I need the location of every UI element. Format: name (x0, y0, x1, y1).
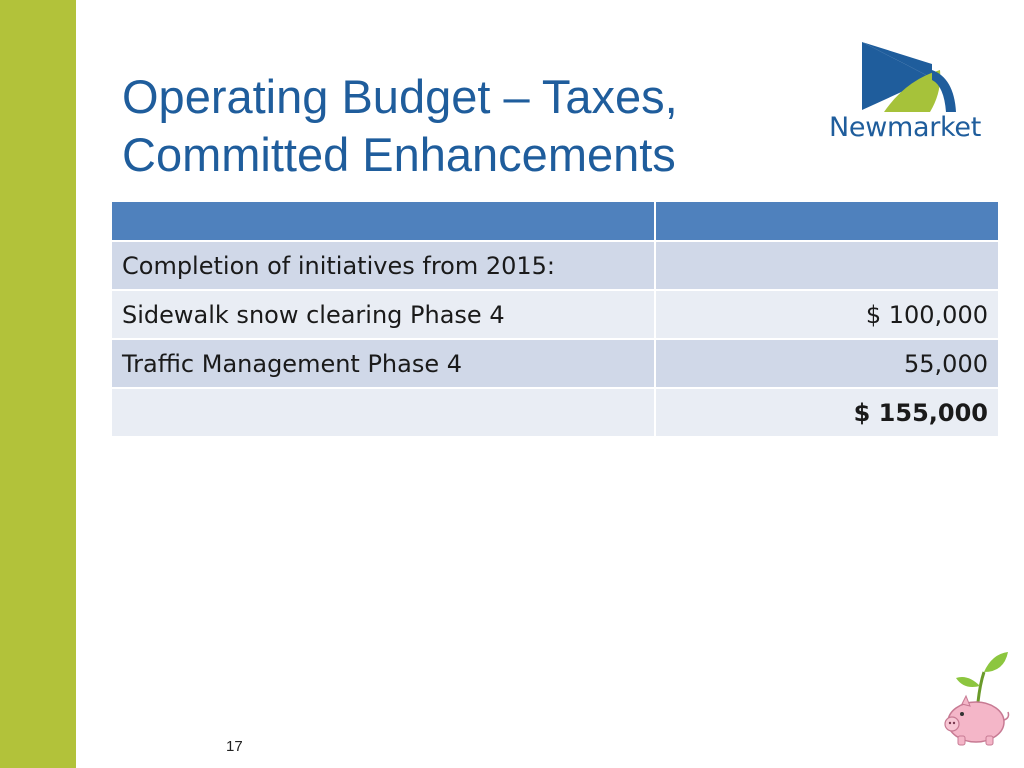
table-row (111, 241, 999, 290)
slide-title (122, 68, 802, 184)
table-header-cell (655, 201, 999, 241)
table-header-cell (111, 201, 655, 241)
table-row (111, 290, 999, 339)
row-label: Traffic Management Phase 4 (111, 339, 655, 388)
row-amount: 55,000 (655, 339, 999, 388)
page-number: 17 (226, 738, 243, 755)
table-row-total (111, 388, 999, 437)
slide-title-line-2: Committed Enhancements (122, 128, 676, 181)
piggy-bank-sprout-icon (938, 650, 1012, 750)
side-accent-bar (0, 0, 76, 768)
logo-text: Newmarket (828, 112, 981, 143)
table-header-row (111, 201, 999, 241)
row-amount (655, 241, 999, 290)
budget-table (110, 200, 1000, 438)
newmarket-logo-icon (824, 40, 986, 116)
row-amount: $ 100,000 (655, 290, 999, 339)
newmarket-logo (824, 40, 986, 150)
row-label (111, 388, 655, 437)
row-label: Sidewalk snow clearing Phase 4 (111, 290, 655, 339)
total-amount: $ 155,000 (655, 388, 999, 437)
row-label: Completion of initiatives from 2015: (111, 241, 655, 290)
slide-title-line-1: Operating Budget – Taxes, (122, 70, 678, 123)
table-row (111, 339, 999, 388)
